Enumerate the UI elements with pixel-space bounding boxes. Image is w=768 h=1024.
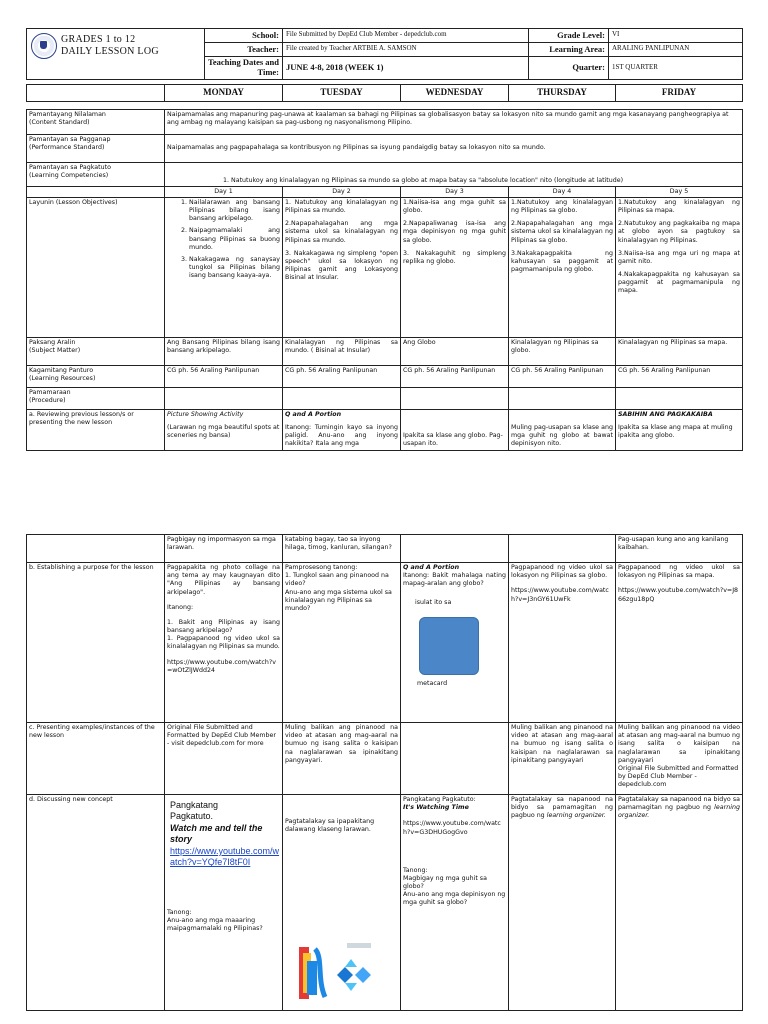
- day-number-1: Day 1: [165, 186, 283, 197]
- discuss-wed-6: Anu-ano ang mga depinisyon ng mga guhit sa globo?: [403, 891, 506, 907]
- objective-wed-3: 3. Nakakaguhit ng simpleng replika ng globo.: [403, 249, 506, 265]
- purpose-mon-link[interactable]: https://www.youtube.com/watch?v=wOtZlJWdd24: [167, 658, 276, 674]
- cont-thursday: [509, 535, 616, 563]
- objective-tue-2: 2.Napapahalagahan ang mga sistema ukol sa kinalalagyan ng Pilipinas sa mundo.: [285, 220, 398, 244]
- objective-fri-2: 2.Natutukoy ang pagkakaiba ng mapa at globo ayon sa pagtukoy sa kinalalagyan ng Pilipinas.: [618, 220, 740, 244]
- discuss-mon-link[interactable]: https://www.youtube.com/watch?v=YQfe7I8tF0I: [170, 846, 280, 868]
- objective-tue-3: 3. Nakakagawa ng simpleng "open speech" ukol sa lokasyon ng Pilipinas gamit ang Lokasyong Bisinal at Insular.: [285, 249, 398, 282]
- diagram-image: [297, 939, 387, 1009]
- review-tuesday: [283, 409, 401, 450]
- quarter-label: Quarter:: [529, 57, 609, 80]
- resources-thursday: CG ph. 56 Araling Panlipunan: [509, 365, 616, 387]
- resources-monday: CG ph. 56 Araling Panlipunan: [165, 365, 283, 387]
- procedure-monday: [165, 387, 283, 409]
- purpose-thu-link[interactable]: https://www.youtube.com/watch?v=J3nGY61UwFk: [511, 587, 609, 603]
- grade-value: VI: [609, 29, 743, 43]
- objective-fri-4: 4.Nakakapagpakita ng kahusayan sa paggamit at pagmamanipula ng mapa.: [618, 271, 740, 295]
- discuss-thu-2: learning organizer.: [546, 812, 606, 820]
- examples-fri-1: Muling balikan ang pinanood na video at atasan ang mag-aaral na bumuo ng isang salita o kaisipan na naglalarawan sa ipinakitang pangyayari: [618, 724, 740, 764]
- purpose-wed-note: isulat ito sa: [415, 598, 452, 606]
- review-label: a. Reviewing previous lesson/s or presenting the new lesson: [27, 409, 165, 450]
- purpose-tue-2: 1. Tungkol saan ang pinanood na video?: [285, 572, 389, 588]
- dates-label: Teaching Dates and Time:: [205, 57, 283, 80]
- discuss-wed-2: It's Watching Time: [403, 804, 469, 812]
- purpose-mon-4: 1. Pagpapanood ng video ukol sa kinalalagyan ng Pilipinas sa mundo.: [167, 635, 280, 651]
- lesson-table-2: [26, 534, 743, 1011]
- subject-monday: Ang Bansang Pilipinas bilang isang bansang arkipelago.: [165, 337, 283, 365]
- discuss-wednesday: [401, 795, 509, 1011]
- review-tue-title: Q and A Portion: [285, 410, 342, 418]
- area-value: ARALING PANLIPUNAN: [609, 43, 743, 57]
- discuss-friday: [616, 795, 743, 1011]
- subject-friday: Kinalalagyan ng Pilipinas sa mapa.: [616, 337, 743, 365]
- grade-label: Grade Level:: [529, 29, 609, 43]
- competency-text: 1. Natutukoy ang kinalalagyan ng Pilipinas sa mundo sa globo at mapa batay sa "absolute location" nito (longitude at latitude): [165, 162, 743, 186]
- purpose-thursday: [509, 563, 616, 723]
- discuss-tue-text: Pagtatalakay sa ipapakitang dalawang klaseng larawan.: [285, 818, 375, 834]
- header-title-cell: [27, 29, 205, 80]
- examples-friday: [616, 723, 743, 795]
- procedure-label: Pamamaraan (Procedure): [27, 387, 165, 409]
- discuss-mon-block: [167, 800, 280, 869]
- examples-monday: Original File Submitted and Formatted by DepEd Club Member - visit depedclub.com for more: [165, 723, 283, 795]
- discuss-mon-3: Watch me and tell the story: [170, 822, 263, 844]
- purpose-thu-1: Pagpapanood ng video ukol sa lokasyon ng Pilipinas sa globo.: [511, 564, 613, 580]
- day-number-5: Day 5: [616, 186, 743, 197]
- day-monday: MONDAY: [165, 85, 283, 102]
- objective-wed-1: 1.Naiisa-isa ang mga guhit sa globo.: [403, 198, 506, 215]
- purpose-monday: [165, 563, 283, 723]
- discuss-wed-1: Pangkatang Pagkatuto:: [403, 796, 476, 803]
- purpose-friday: [616, 563, 743, 723]
- discuss-fri-1: Pagtatalakay sa napanood na bidyo sa pamamagitan ng pagbuo ng: [618, 796, 740, 812]
- content-standard-label: Pamantayang Nilalaman (Content Standard): [27, 109, 165, 134]
- purpose-mon-1: Pagpapakita ng photo collage na ang tema ay may kaugnayan dito "Ang Pilipinas ay bansang arkipelago".: [167, 564, 280, 596]
- purpose-mon-2: Itanong:: [167, 603, 194, 611]
- title-line-2: DAILY LESSON LOG: [61, 46, 159, 57]
- discuss-label: d. Discussing new concept: [27, 795, 165, 1011]
- area-label: Learning Area:: [529, 43, 609, 57]
- review-tue-text: Itanong: Tumingin kayo sa inyong paligid. Anu-ano ang inyong nakikita? Itala ang mga: [285, 424, 398, 448]
- objective-thu-3: 3.Nakakapagpakita ng kahusayan sa paggamit at pagmamanipula ng globo.: [511, 249, 613, 274]
- day-thursday: THURSDAY: [509, 85, 616, 102]
- review-thursday: Muling pag-usapan sa klase ang mga guhit ng globo at bawat depinisyon nito.: [509, 409, 616, 450]
- competency-label: Pamantayan sa Pagkatuto (Learning Competencies): [27, 162, 165, 186]
- quarter-value: 1ST QUARTER: [609, 57, 743, 80]
- day-friday: FRIDAY: [616, 85, 743, 102]
- discuss-thursday: [509, 795, 616, 1011]
- teacher-value: File created by Teacher ARTBIE A. SAMSON: [283, 43, 529, 57]
- day-wednesday: WEDNESDAY: [401, 85, 509, 102]
- discuss-tuesday: [283, 795, 401, 1011]
- examples-tuesday: Muling balikan ang pinanood na video at atasan ang mag-aaral na bumuo ng isang salita o kaisipan na naglalarawan sa ipinakitang pangyayari.: [283, 723, 401, 795]
- objectives-thursday: [509, 197, 616, 337]
- objectives-tuesday: [283, 197, 401, 337]
- dates-value: JUNE 4-8, 2018 (WEEK 1): [283, 57, 529, 80]
- purpose-tue-3: Anu-ano ang mga sistema ukol sa kinalalagyan ng Pilipinas sa mundo?: [285, 588, 392, 612]
- metacard-shape: [419, 617, 479, 675]
- procedure-friday: [616, 387, 743, 409]
- cont-friday: Pag-usapan kung ano ang kanilang kaibahan.: [616, 535, 743, 563]
- purpose-tue-1: Pamprosesong tanong:: [285, 564, 358, 571]
- review-fri-title: SABIHIN ANG PAGKAKAIBA: [618, 410, 713, 418]
- purpose-fri-link[interactable]: https://www.youtube.com/watch?v=J866zgu18pQ: [618, 587, 739, 603]
- examples-label: c. Presenting examples/instances of the new lesson: [27, 723, 165, 795]
- objectives-friday: [616, 197, 743, 337]
- objective-mon-2: 2. Naipagmamalaki ang bansang Pilipinas sa buong mundo.: [189, 227, 280, 252]
- discuss-mon-2-wrap: [170, 811, 280, 822]
- discuss-thu-1: Pagtatalakay sa napanood na bidyo sa pamamagitan ng pagbuo ng: [511, 796, 613, 820]
- objective-mon-1: 1. Nailalarawan ang bansang Pilipinas bilang isang bansang arkipelago.: [189, 199, 280, 224]
- days-corner: [27, 85, 165, 102]
- cont-tuesday: katabing bagay, tao sa inyong hilaga, timog, kanluran, silangan?: [283, 535, 401, 563]
- purpose-fri-1: Pagpapanood ng video ukol sa lokasyon ng Pilipinas sa mapa.: [618, 564, 740, 580]
- page-1: [0, 0, 768, 458]
- objective-tue-1: 1. Natutukoy ang kinalalagyan ng Pilipinas sa mundo.: [285, 198, 398, 215]
- discuss-wed-4: Tanong:: [403, 866, 428, 874]
- header-table: [26, 28, 743, 80]
- subject-tuesday: Kinalalagyan ng Pilipinas sa mundo. ( Bisinal at Insular): [283, 337, 401, 365]
- objective-mon-3: 3. Nakakagawa ng sanaysay tungkol sa Pilipinas bilang isang bansang kaaya-aya.: [189, 256, 280, 281]
- content-standard-text: Naipamamalas ang mapanuring pag-unawa at kaalaman sa bahagi ng Pilipinas sa globalisasyon batay sa lokasyon nito sa mundo gamit ang mga kasanayang pangheograpiya at ang ambag ng malayang kaisipan sa pag-usbong ng nasyonalismong Pilipino.: [165, 109, 743, 134]
- page-2: [0, 528, 768, 1024]
- deped-seal-icon: [31, 33, 57, 59]
- lesson-table-1: [26, 84, 743, 451]
- purpose-tuesday: [283, 563, 401, 723]
- discuss-wed-link[interactable]: https://www.youtube.com/watch?v=G3DHUGogGvo: [403, 820, 501, 836]
- discuss-mon-q2: Anu-ano ang mga maaaring maipagmamalaki ng Pilipinas?: [167, 916, 263, 932]
- purpose-wed-card: metacard: [417, 679, 448, 687]
- discuss-mon-1: Pangkatang: [170, 800, 219, 810]
- review-wednesday: Ipakita sa klase ang globo. Pag-usapan ito.: [401, 409, 509, 450]
- resources-tuesday: CG ph. 56 Araling Panlipunan: [283, 365, 401, 387]
- resources-wednesday: CG ph. 56 Araling Panlipunan: [401, 365, 509, 387]
- performance-standard-label: Pamantayan sa Pagganap (Performance Standard): [27, 134, 165, 162]
- page-gap: [0, 458, 768, 528]
- performance-standard-text: Naipamamalas ang pagpapahalaga sa kontribusyon ng Pilipinas sa isyung pandaigdig batay sa lokasyon nito sa mundo.: [165, 134, 743, 162]
- review-friday: [616, 409, 743, 450]
- objective-wed-2: 2.Napapaliwanag isa-isa ang mga depinisyon ng mga guhit sa globo.: [403, 220, 506, 244]
- objective-thu-2: 2.Napapahalagahan ang mga sistema ukol sa kinalalagyan ng Pilipinas sa globo.: [511, 220, 613, 244]
- purpose-wednesday: [401, 563, 509, 723]
- subject-thursday: Kinalalagyan ng Pilipinas sa globo.: [509, 337, 616, 365]
- day-number-3: Day 3: [401, 186, 509, 197]
- school-label: School:: [205, 29, 283, 43]
- examples-fri-2: Original File Submitted and Formatted by DepEd Club Member - depedclub.com: [618, 764, 739, 789]
- examples-thursday: Muling balikan ang pinanood na video at atasan ang mag-aaral na bumuo ng isang salita o kaisipan na naglalarawan sa ipinakitang pangyayari: [509, 723, 616, 795]
- purpose-label: b. Establishing a purpose for the lesson: [27, 563, 165, 723]
- purpose-wed-title: Q and A Portion: [403, 564, 460, 571]
- objectives-wednesday: [401, 197, 509, 337]
- teacher-label: Teacher:: [205, 43, 283, 57]
- procedure-tuesday: [283, 387, 401, 409]
- review-monday: [165, 409, 283, 450]
- examples-wednesday: [401, 723, 509, 795]
- discuss-mon-q1: Tanong:: [167, 908, 192, 916]
- school-value: File Submitted by DepEd Club Member - depedclub.com: [283, 29, 529, 43]
- review-mon-text: (Larawan ng mga beautiful spots at sceneries ng bansa): [167, 424, 280, 440]
- cont-monday: Pagbigay ng impormasyon sa mga larawan.: [165, 535, 283, 563]
- title-line-1: GRADES 1 to 12: [61, 34, 136, 45]
- day-tuesday: TUESDAY: [283, 85, 401, 102]
- resources-label: Kagamitang Panturo (Learning Resources): [27, 365, 165, 387]
- day-numbers-blank: [27, 186, 165, 197]
- procedure-wednesday: [401, 387, 509, 409]
- objective-thu-1: 1.Natutukoy ang kinalalagyan ng Pilipinas sa globo.: [511, 198, 613, 215]
- review-mon-title: Picture Showing Activity: [167, 410, 244, 418]
- purpose-wed-text: Itanong: Bakit mahalaga nating mapag-aralan ang globo?: [403, 572, 506, 588]
- review-fri-text: Ipakita sa klase ang mapa at muling ipakita ang globo.: [618, 424, 733, 440]
- subject-wednesday: Ang Globo: [401, 337, 509, 365]
- purpose-mon-3: 1. Bakit ang Pilipinas ay isang bansang arkipelago?: [167, 618, 280, 635]
- cont-wednesday: [401, 535, 509, 563]
- procedure-thursday: [509, 387, 616, 409]
- cont-label: [27, 535, 165, 563]
- objectives-label: Layunin (Lesson Objectives): [27, 197, 165, 337]
- objective-fri-1: 1.Natutukoy ang kinalalagyan ng Pilipinas sa mapa.: [618, 198, 740, 215]
- objective-fri-3: 3.Naiisa-isa ang mga uri ng mapa at gamit nito.: [618, 249, 740, 265]
- discuss-monday: [165, 795, 283, 1011]
- spacer-row: [27, 101, 743, 109]
- objectives-monday: [165, 197, 283, 337]
- discuss-wed-5: Magbigay ng mga guhit sa globo?: [403, 874, 487, 891]
- day-number-2: Day 2: [283, 186, 401, 197]
- subject-matter-label: Paksang Aralin (Subject Matter): [27, 337, 165, 365]
- discuss-mon-2: Pagkatuto.: [170, 811, 214, 822]
- day-number-4: Day 4: [509, 186, 616, 197]
- resources-friday: CG ph. 56 Araling Panlipunan: [616, 365, 743, 387]
- discuss-fri-2: learning organizer.: [618, 804, 740, 820]
